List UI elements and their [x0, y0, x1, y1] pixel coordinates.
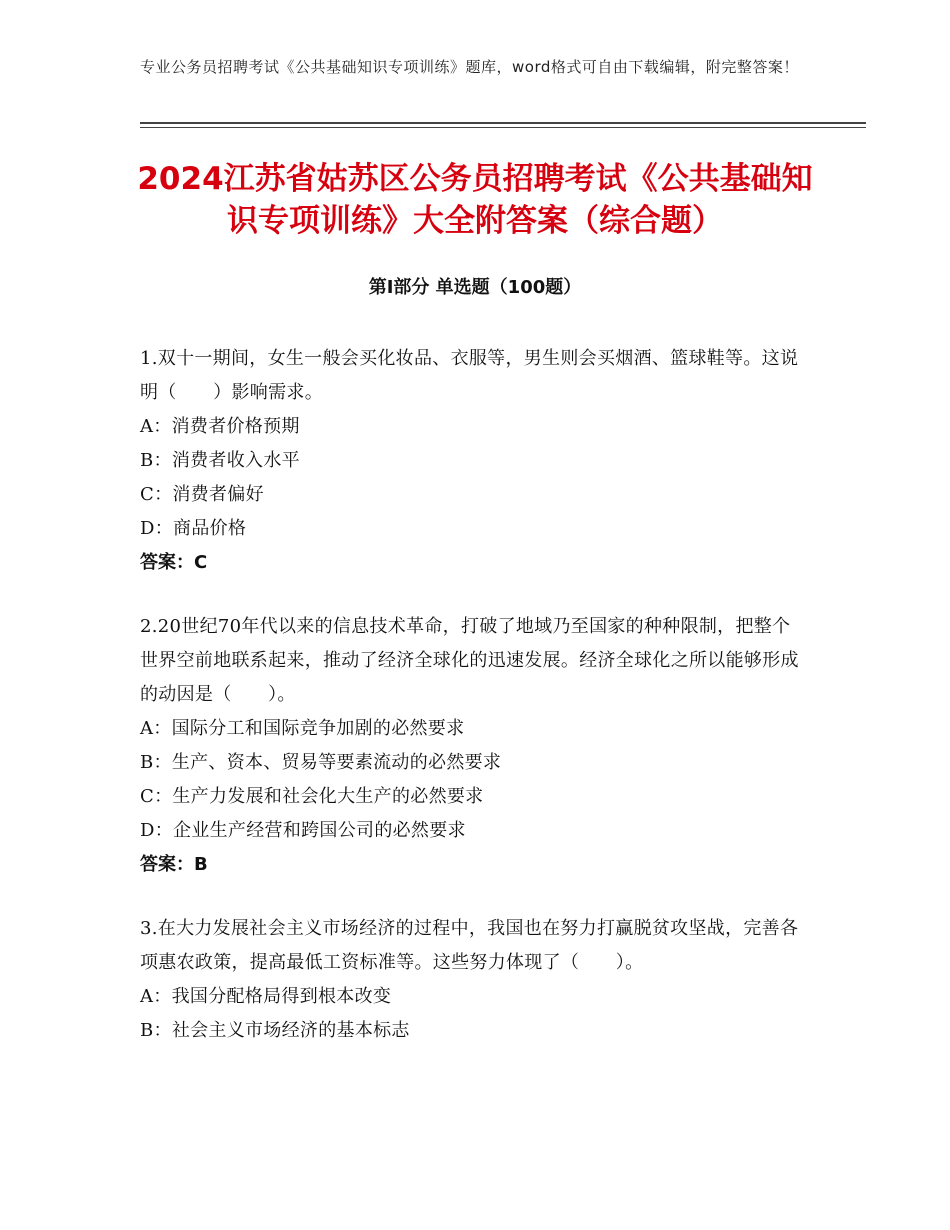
option-d: D：商品价格	[140, 518, 247, 539]
option-c: C：消费者偏好	[140, 484, 264, 505]
option-b: B：社会主义市场经济的基本标志	[140, 1020, 410, 1041]
header-divider-thin	[140, 127, 866, 128]
question-list	[140, 342, 800, 1048]
question-1	[140, 342, 800, 580]
answer-label: 答案：B	[140, 854, 208, 875]
option-c: C：生产力发展和社会化大生产的必然要求	[140, 786, 484, 807]
option-a: A：消费者价格预期	[140, 416, 300, 437]
question-stem: 3.在大力发展社会主义市场经济的过程中，我国也在努力打赢脱贫攻坚战，完善各项惠农政策，提高最低工资标准等。这些努力体现了（ ）。	[140, 918, 799, 973]
header-divider-thick	[140, 122, 866, 124]
question-stem: 2.20世纪70年代以来的信息技术革命，打破了地域乃至国家的种种限制，把整个世界空前地联系起来，推动了经济全球化的迅速发展。经济全球化之所以能够形成的动因是（ ）。	[140, 616, 799, 705]
section-heading: 第Ⅰ部分 单选题（100题）	[368, 277, 582, 298]
question-2	[140, 610, 800, 882]
question-3	[140, 912, 800, 1048]
answer-label: 答案：C	[140, 552, 208, 573]
option-a: A：我国分配格局得到根本改变	[140, 986, 392, 1007]
document-title: 2024江苏省姑苏区公务员招聘考试《公共基础知识专项训练》大全附答案（综合题）	[137, 161, 813, 239]
option-a: A：国际分工和国际竞争加剧的必然要求	[140, 718, 465, 739]
question-stem: 1.双十一期间，女生一般会买化妆品、衣服等，男生则会买烟酒、篮球鞋等。这说明（ ）影响需求。	[140, 348, 799, 403]
option-b: B：消费者收入水平	[140, 450, 300, 471]
option-d: D：企业生产经营和跨国公司的必然要求	[140, 820, 466, 841]
option-b: B：生产、资本、贸易等要素流动的必然要求	[140, 752, 502, 773]
header-note: 专业公务员招聘考试《公共基础知识专项训练》题库，word格式可自由下载编辑，附完整答案！	[140, 58, 799, 76]
